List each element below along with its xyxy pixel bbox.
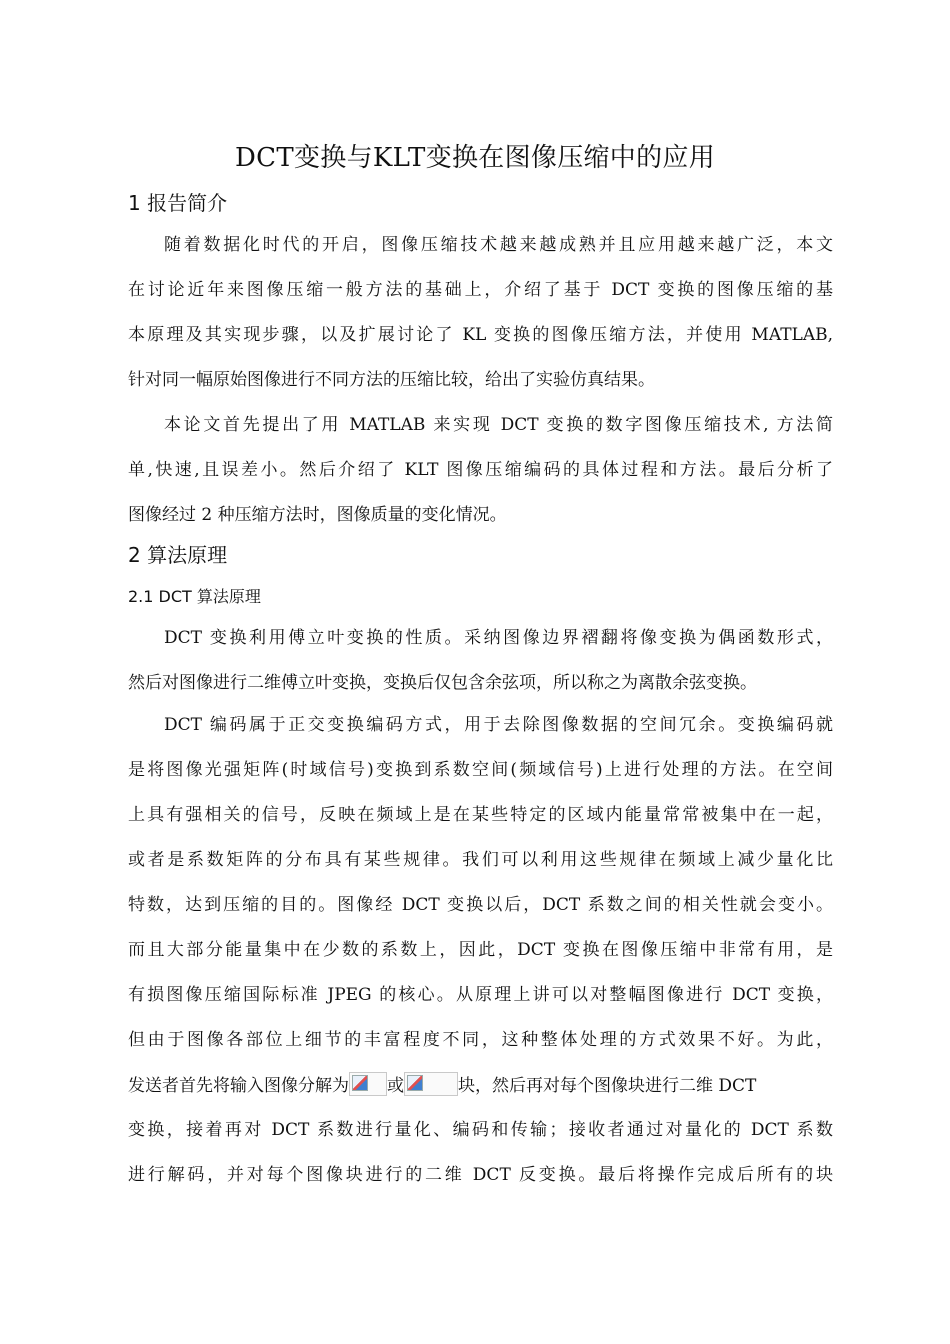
sec2-p2-line-5: 特数，达到压缩的目的。图像经 DCT 变换以后，DCT 系数之间的相关性就会变小。 [128, 895, 833, 915]
sec1-p1-line-2: 在讨论近年来图像压缩一般方法的基础上，介绍了基于 DCT 变换的图像压缩的基 [128, 280, 833, 300]
img-line-text-a: 发送者首先将输入图像分解为 [128, 1076, 349, 1096]
img-line-text-b: 或 [387, 1076, 404, 1096]
broken-image-icon [349, 1072, 387, 1096]
broken-image-icon [404, 1072, 458, 1096]
document-title: DCT变换与KLT变换在图像压缩中的应用 [235, 143, 715, 173]
sec1-p1-line-4: 针对同一幅原始图像进行不同方法的压缩比较，给出了实验仿真结果。 [128, 370, 655, 390]
sec2-p1-line-2: 然后对图像进行二维傅立叶变换，变换后仅包含余弦项，所以称之为离散余弦变换。 [128, 673, 757, 693]
sec2-p2-line-1: DCT 编码属于正交变换编码方式，用于去除图像数据的空间冗余。变换编码就 [164, 715, 833, 735]
section-1-heading: 1 报告简介 [128, 191, 228, 215]
sec2-p1-line-1: DCT 变换利用傅立叶变换的性质。采纳图像边界褶翻将像变换为偶函数形式， [164, 628, 833, 648]
image-placeholder-icon [352, 1075, 368, 1091]
sec1-p2-line-2: 单,快速,且误差小。然后介绍了 KLT 图像压缩编码的具体过程和方法。最后分析了 [128, 460, 833, 480]
sec1-p1-line-3: 本原理及其实现步骤，以及扩展讨论了 KL 变换的图像压缩方法，并使用 MATLAB, [128, 325, 833, 345]
sec2-p2-line-6: 而且大部分能量集中在少数的系数上，因此，DCT 变换在图像压缩中非常有用，是 [128, 940, 833, 960]
sec2-p2-line-9 [128, 1072, 833, 1099]
sec2-p2-line-3: 上具有强相关的信号，反映在频域上是在某些特定的区域内能量常常被集中在一起， [128, 805, 833, 825]
sec2-p2-line-7: 有损图像压缩国际标准 JPEG 的核心。从原理上讲可以对整幅图像进行 DCT 变换， [128, 985, 833, 1005]
sec2-p2-line-8: 但由于图像各部位上细节的丰富程度不同，这种整体处理的方式效果不好。为此， [128, 1030, 833, 1050]
sec1-p1-line-1: 随着数据化时代的开启，图像压缩技术越来越成熟并且应用越来越广泛，本文 [164, 235, 833, 255]
sec2-p2-line-2: 是将图像光强矩阵(时域信号)变换到系数空间(频域信号)上进行处理的方法。在空间 [128, 760, 833, 780]
sec1-p2-line-3: 图像经过 2 种压缩方法时，图像质量的变化情况。 [128, 505, 507, 525]
section-2-heading: 2 算法原理 [128, 543, 228, 567]
subsection-2-1-heading: 2.1 DCT 算法原理 [128, 587, 261, 606]
sec2-p2-line-4: 或者是系数矩阵的分布具有某些规律。我们可以利用这些规律在频域上减少量化比 [128, 850, 833, 870]
img-line-text-c: 块，然后再对每个图像块进行二维 DCT [458, 1076, 757, 1096]
image-placeholder-icon [407, 1075, 423, 1091]
sec1-p2-line-1: 本论文首先提出了用 MATLAB 来实现 DCT 变换的数字图像压缩技术, 方法简 [164, 415, 833, 435]
sec2-p2-line-10: 变换，接着再对 DCT 系数进行量化、编码和传输；接收者通过对量化的 DCT 系数 [128, 1120, 833, 1140]
sec2-p2-line-11: 进行解码，并对每个图像块进行的二维 DCT 反变换。最后将操作完成后所有的块 [128, 1165, 833, 1185]
